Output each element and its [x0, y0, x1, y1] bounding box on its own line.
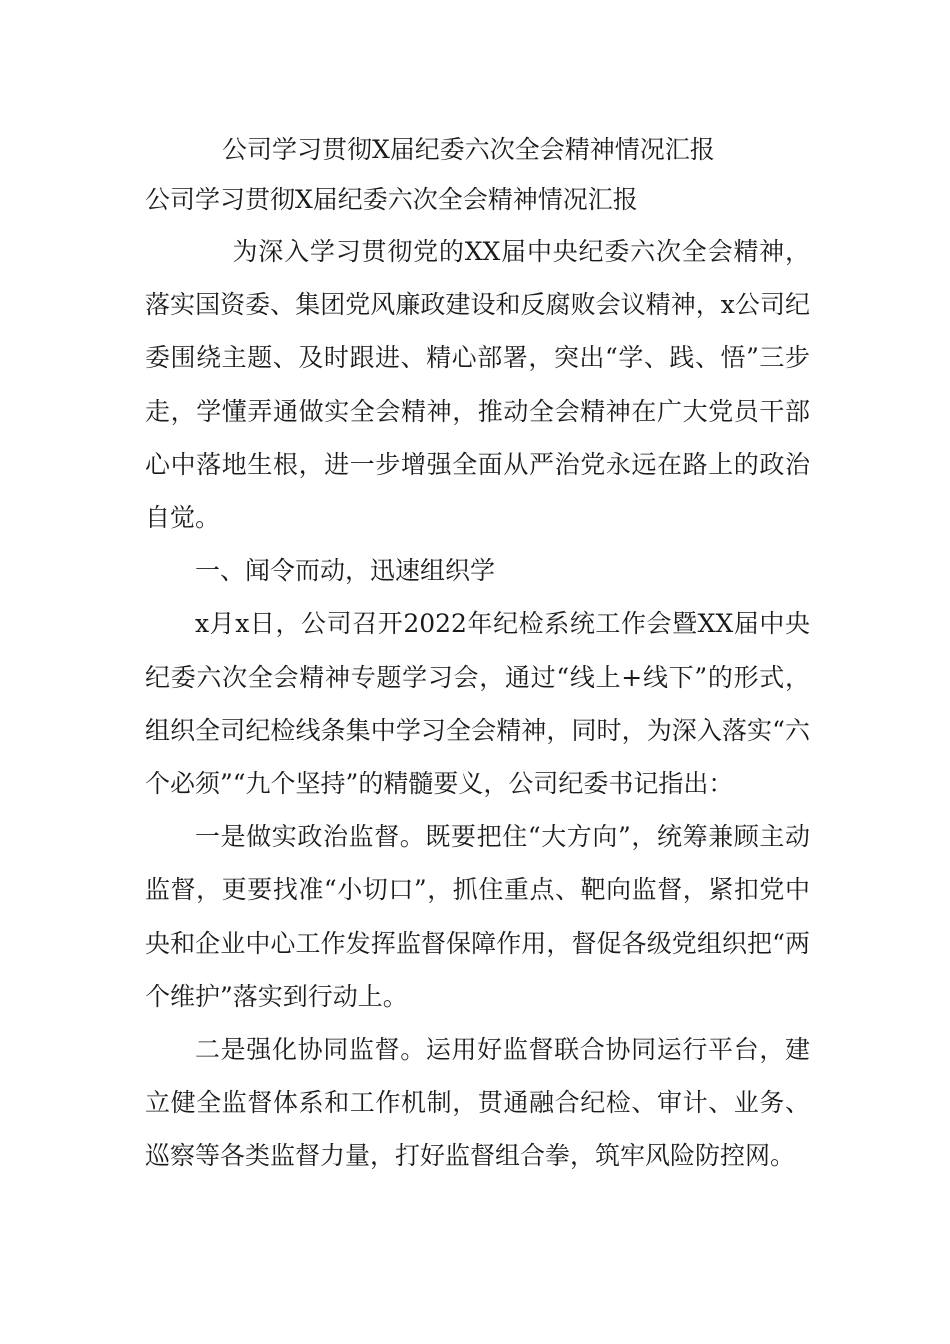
body-paragraph: x月x日，公司召开2022年纪检系统工作会暨XX届中央纪委六次全会精神专题学习会，通过“线上+线下”的形式，组织全司纪检线条集中学习全会精神，同时，为深入落实“六个必须”“九个坚持”的精髓要义，公司纪委书记指出：: [145, 609, 810, 799]
document-title: 公司学习贯彻X届纪委六次全会精神情况汇报: [222, 135, 715, 164]
document-body: [145, 225, 810, 1183]
document-title-repeat: 公司学习贯彻X届纪委六次全会精神情况汇报: [145, 185, 638, 214]
body-paragraph: 一是做实政治监督。既要把住“大方向”，统筹兼顾主动监督，更要找准“小切口”，抓住重点、靶向监督，紧扣党中央和企业中心工作发挥监督保障作用，督促各级党组织把“两个维护”落实到行动上。: [145, 822, 810, 1011]
section-heading: 一、闻令而动，迅速组织学: [195, 556, 496, 586]
body-paragraph: 二是强化协同监督。运用好监督联合协同运行平台，建立健全监督体系和工作机制，贯通融合纪检、审计、业务、巡察等各类监督力量，打好监督组合拳，筑牢风险防控网。: [145, 1035, 810, 1171]
intro-paragraph: 为深入学习贯彻党的XX届中央纪委六次全会精神，落实国资委、集团党风廉政建设和反腐败会议精神，x公司纪委围绕主题、及时跟进、精心部署，突出“学、践、悟”三步走，学懂弄通做实全会精神，推动全会精神在广大党员干部心中落地生根，进一步增强全面从严治党永远在路上的政治自觉。: [145, 237, 810, 533]
